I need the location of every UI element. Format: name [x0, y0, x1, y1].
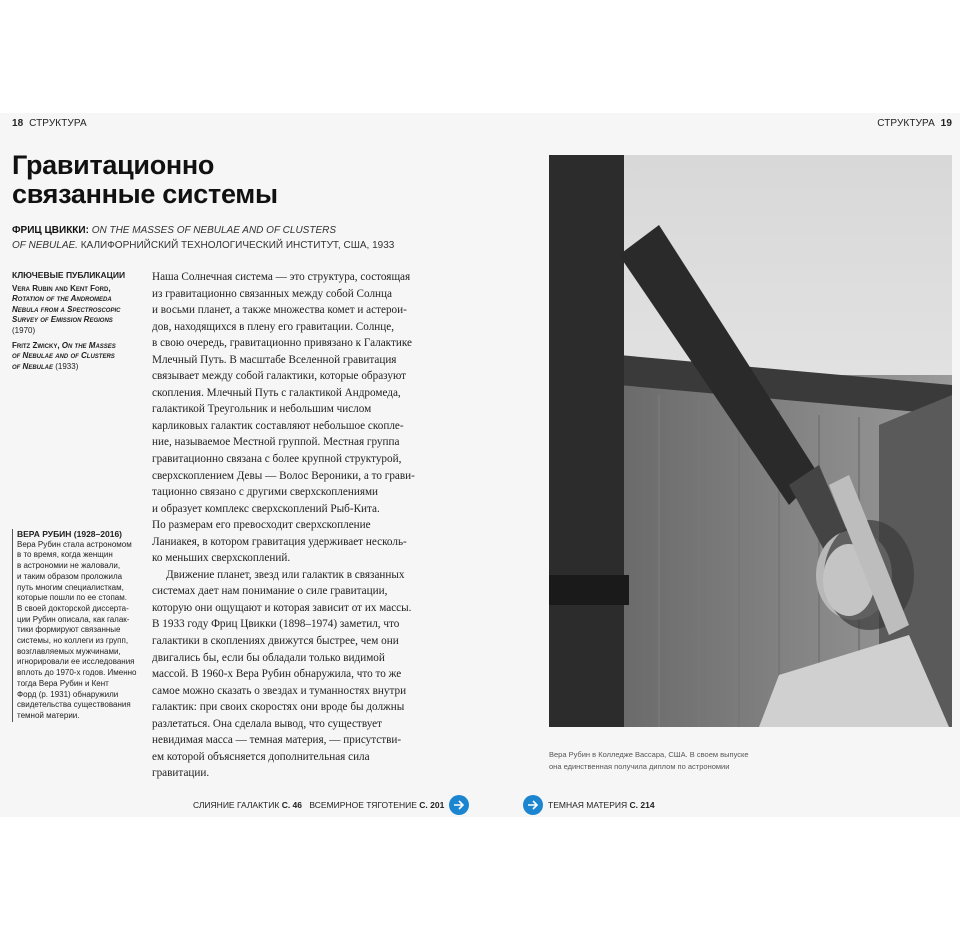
- bio-heading: ВЕРА РУБИН (1928–2016): [17, 529, 123, 539]
- photo-caption: [549, 749, 779, 772]
- publication-year: (1970): [12, 325, 36, 335]
- bio-line: вплоть до 1970-х годов. Именно: [17, 668, 137, 678]
- subtitle: [12, 223, 412, 253]
- cross-ref-link[interactable]: [193, 800, 302, 810]
- body-line: массой. В 1960-х Вера Рубин обнаружила, что то же: [152, 668, 402, 681]
- folio-left: [12, 118, 87, 129]
- key-publications: [12, 270, 142, 376]
- bio-line: свидетельства существования: [17, 700, 131, 710]
- bio-line: Вера Рубин стала астрономом: [17, 539, 132, 549]
- title-line: Гравитационно: [12, 150, 215, 180]
- body-line: сверхскоплением Девы — Волос Вероники, а то грави-: [152, 469, 415, 482]
- publication-year: (1933): [55, 361, 79, 371]
- cross-ref-page: С. 201: [419, 800, 445, 810]
- body-line: дов, находящихся в плену его гравитации. Солнце,: [152, 320, 395, 333]
- caption-line: Вера Рубин в Колледже Вассара, США. В своем выпуске: [549, 750, 749, 759]
- body-line: скопления. Млечный Путь с галактикой Андромеда,: [152, 386, 401, 399]
- cross-ref-label: СЛИЯНИЕ ГАЛАКТИК: [193, 800, 280, 810]
- bio-line: ции Рубин описала, как галак-: [17, 614, 130, 624]
- photo-image: [549, 155, 952, 727]
- body-line: галактик: при своих скоростях они вроде бы должны: [152, 701, 405, 714]
- body-line: невидимая масса — темная материя, — присутстви-: [152, 734, 402, 747]
- bio-line: системы, но коллеги из групп,: [17, 636, 129, 646]
- page-number: 18: [12, 118, 24, 129]
- publication-title: On the Masses: [61, 340, 116, 350]
- publication-title: Survey of Emission Regions: [12, 315, 113, 325]
- subtitle-institution: КАЛИФОРНИЙСКИЙ ТЕХНОЛОГИЧЕСКИЙ ИНСТИТУТ, США, 1933: [80, 240, 395, 251]
- body-line: и восьми планет, а также множества комет и астерои-: [152, 304, 407, 317]
- arrow-right-icon: [449, 795, 469, 815]
- body-line: гравитационно связана с более крупной структурой,: [152, 453, 402, 466]
- title-line: связанные системы: [12, 179, 278, 209]
- bio-line: в астрономии не жаловали,: [17, 561, 121, 571]
- subtitle-author: ФРИЦ ЦВИККИ:: [12, 225, 89, 236]
- cross-ref-page: С. 214: [629, 800, 655, 810]
- body-line: Движение планет, звезд или галактик в связанных: [166, 568, 405, 581]
- body-line: карликовых галактик составляют небольшое скопле-: [152, 419, 404, 432]
- publication-item: [12, 284, 142, 337]
- cross-ref-link[interactable]: [307, 800, 444, 810]
- cross-references-left: [193, 795, 469, 815]
- bio-line: в то время, когда женщин: [17, 550, 113, 560]
- body-line: ем которой объясняется дополнительная сила: [152, 750, 370, 763]
- cross-ref-page: С. 46: [281, 800, 303, 810]
- body-line: ние, называемое Местной группой. Местная группа: [152, 436, 400, 449]
- bio-line: возглавляемых мужчинами,: [17, 646, 121, 656]
- page-number: 19: [940, 118, 952, 129]
- bio-line: тики формируют связанные: [17, 625, 121, 635]
- body-line: самое можно сказать о звездах и туманностях внутри: [152, 684, 407, 697]
- publication-title: of Nebulae: [12, 361, 53, 371]
- publication-authors: Vera Rubin and Kent Ford,: [12, 283, 111, 293]
- publication-title: Nebula from a Spectroscopic: [12, 304, 121, 314]
- body-line: двигались бы, если бы обладали только видимой: [152, 651, 385, 664]
- body-line: галактикой Треугольник и небольшим числом: [152, 403, 372, 416]
- bio-line: путь многим специалисткам,: [17, 582, 124, 592]
- body-line: В 1933 году Фриц Цвикки (1898–1974) заметил, что: [152, 618, 400, 631]
- folio-right: [877, 118, 952, 129]
- body-line: Ланиакея, в котором гравитация удерживает несколь-: [152, 535, 407, 548]
- book-spread: [0, 113, 960, 817]
- body-line: которую они ощущают и которая зависит от их массы.: [152, 601, 412, 614]
- body-line: Наша Солнечная система — это структура, состоящая: [152, 271, 411, 283]
- body-line: Млечный Путь. В масштабе Вселенной гравитация: [152, 353, 397, 366]
- cross-references-right: [523, 795, 655, 815]
- body-line: из гравитационно связанных между собой Солнца: [152, 287, 392, 300]
- subtitle-work: ON THE MASSES OF NEBULAE AND OF CLUSTERS: [91, 225, 337, 236]
- body-line: системах дает нам понимание о силе гравитации,: [152, 585, 388, 598]
- body-line: ко меньших сверхскоплений.: [152, 552, 291, 565]
- section-name: СТРУКТУРА: [877, 118, 935, 129]
- arrow-right-icon: [523, 795, 543, 815]
- bio-line: которые пошли по ее стопам.: [17, 593, 127, 603]
- body-line: гравитации.: [152, 767, 210, 780]
- cross-ref-link[interactable]: [548, 800, 655, 810]
- body-text: [152, 269, 415, 782]
- body-line: По размерам его превосходит сверхскопление: [152, 519, 371, 532]
- publication-item: [12, 341, 142, 373]
- body-line: тационно связано с другими сверхскоплениями: [152, 486, 379, 499]
- photo-vera-rubin-telescope: [549, 155, 952, 727]
- cross-ref-label: ВСЕМИРНОЕ ТЯГОТЕНИЕ: [309, 800, 417, 810]
- publication-title: of Nebulae and of Clusters: [12, 351, 115, 361]
- bio-line: и таким образом проложила: [17, 571, 123, 581]
- body-line: галактики в скоплениях движутся быстрее, чем они: [152, 635, 399, 648]
- caption-line: она единственная получила диплом по астрономии: [549, 761, 730, 771]
- publication-authors: Fritz Zwicky,: [12, 340, 60, 350]
- bio-line: темной материи.: [17, 710, 80, 720]
- key-publications-heading: КЛЮЧЕВЫЕ ПУБЛИКАЦИИ: [12, 270, 126, 280]
- bio-sidebar: [12, 529, 145, 722]
- page-title: [12, 151, 278, 209]
- bio-line: В своей докторской диссерта-: [17, 603, 129, 613]
- body-line: и образует комплекс сверхскоплений Рыб-Кита.: [152, 502, 380, 515]
- subtitle-work: OF NEBULAE.: [12, 240, 78, 251]
- body-line: связывает между собой галактики, которые образуют: [152, 370, 407, 383]
- bio-line: тогда Вера Рубин и Кент: [17, 678, 109, 688]
- publication-title: Rotation of the Andromeda: [12, 294, 112, 304]
- cross-ref-label: ТЕМНАЯ МАТЕРИЯ: [548, 800, 628, 810]
- section-name: СТРУКТУРА: [29, 118, 87, 129]
- body-line: в свою очередь, гравитационно привязано к Галактике: [152, 337, 412, 350]
- bio-line: Форд (р. 1931) обнаружили: [17, 689, 119, 699]
- bio-line: игнорировали ее исследования: [17, 657, 135, 667]
- body-line: разлетаться. Она сделала вывод, что существует: [152, 717, 383, 730]
